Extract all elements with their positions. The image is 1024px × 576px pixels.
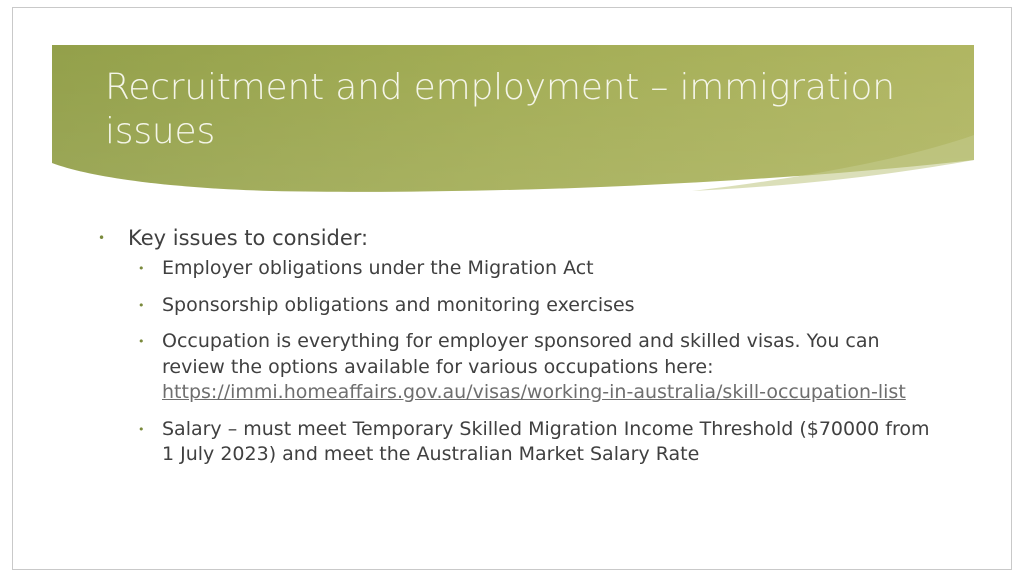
occupation-text: Occupation is everything for employer sponsored and skilled visas. You can review the options available for various occupations here: [162, 330, 880, 378]
key-issues-heading: Key issues to consider: [128, 226, 369, 250]
sub-point-text: Employer obligations under the Migration Act [162, 257, 594, 279]
sub-point-text: Sponsorship obligations and monitoring exercises [162, 293, 635, 316]
occupation-point [162, 329, 932, 406]
bullet-icon: • [138, 335, 145, 348]
list-item [138, 256, 938, 282]
sub-point-list [98, 256, 938, 468]
salary-point: Salary – must meet Temporary Skilled Migration Income Threshold ($70000 from 1 July 2023) and meet the Australian Market Salary Rate [162, 417, 930, 465]
bullet-icon: • [138, 298, 145, 312]
list-item [138, 293, 938, 319]
bullet-icon: • [138, 262, 145, 275]
occupation-list-link[interactable]: https://immi.homeaffairs.gov.au/visas/working-in-australia/skill-occupation-list [162, 381, 906, 403]
list-item [138, 417, 938, 468]
slide-content [98, 224, 938, 479]
list-item [138, 329, 938, 406]
slide-title: Recruitment and employment – immigration issues [105, 67, 895, 152]
key-issues-item [98, 224, 938, 252]
bullet-icon: • [138, 422, 145, 436]
bullet-icon: • [98, 231, 106, 245]
